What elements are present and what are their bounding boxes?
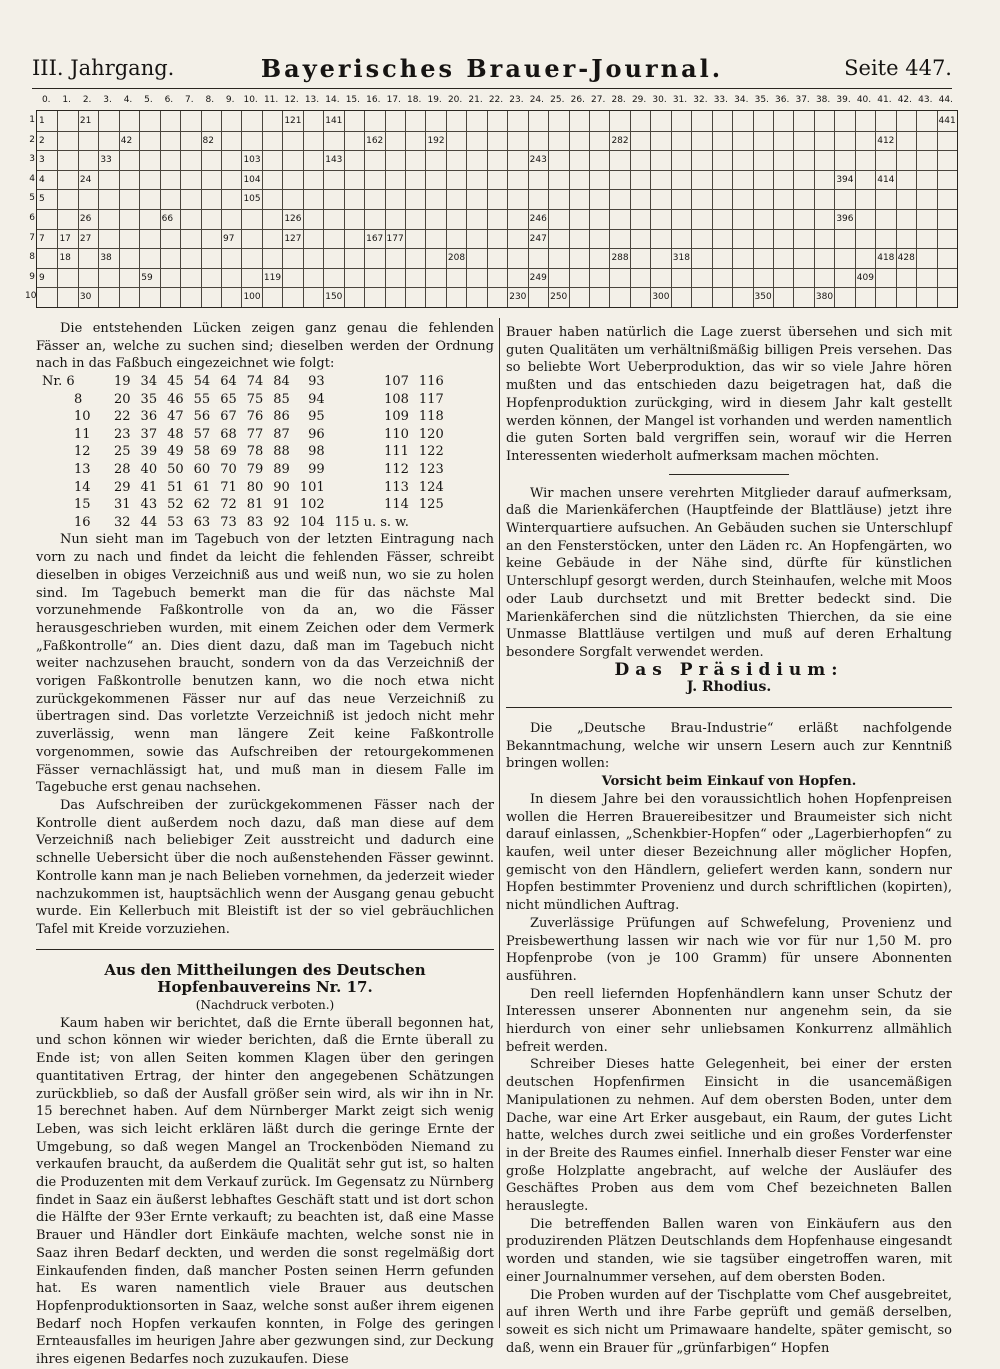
table-cell: 59 (141, 272, 153, 283)
table-cell: 409 (856, 272, 874, 283)
table-cell: 49 (167, 444, 184, 460)
table-cell: 282 (611, 135, 629, 146)
table-cell: 21 (79, 116, 92, 126)
table-row (42, 443, 444, 461)
table-cell: 13 (74, 462, 91, 478)
column-number: 44. (938, 95, 953, 105)
column-number: 26. (570, 95, 585, 105)
column-number: 32. (693, 95, 708, 105)
table-cell: 126 (284, 214, 302, 224)
table-cell: 11 (74, 426, 91, 442)
table-cell: 79 (246, 462, 264, 478)
column-number: 20. (447, 95, 463, 105)
grid-hline (37, 170, 957, 171)
table-cell: 350 (754, 292, 772, 303)
table-cell: 19 (114, 374, 131, 390)
table-cell: 2 (39, 135, 45, 146)
table-cell: 1 (39, 116, 45, 126)
table-cell: 113 (384, 479, 409, 495)
table-cell: 121 (284, 116, 302, 126)
table-cell: 80 (246, 479, 264, 495)
column-number: 31. (672, 95, 688, 105)
table-cell: 92 (273, 514, 290, 530)
table-cell: 42 (120, 135, 133, 146)
signature-title: Das Präsidium: (614, 659, 844, 680)
table-cell: 93 (308, 374, 325, 390)
column-number: 17. (386, 95, 401, 105)
table-cell: 83 (246, 514, 264, 530)
table-cell: 87 (273, 426, 290, 442)
paragraph: Brauer haben natürlich die Lage zuerst übersehen und sich mit guten Qualitäten um verhältnißmäßig billigen Preis versehen. Das so beliebte Wort Ueberproduktion, das wir so viele Jahre hören mußten und das entschieden dazu beigetragen hat, daß die Hopfenproduktion zurückging, wird in diesem Jahr kalt gestellt werden können, der Mangel ist vorhanden und werden namentlich die guten Sorten bald vergriffen sein, worauf wir die Herren Interessenten wiederholt aufmerksam machen möchten. (506, 325, 952, 464)
table-cell: 288 (611, 253, 629, 264)
table-cell: 396 (836, 214, 854, 224)
column-number: 15. (345, 95, 361, 105)
header-rule (32, 88, 952, 89)
table-cell: 117 (418, 391, 444, 407)
article-title: Aus den Mittheilungen des Deutschen Hopfenbauvereins Nr. 17. (104, 960, 426, 997)
table-cell: 418 (877, 253, 895, 264)
article-subtitle: (Nachdruck verboten.) (195, 998, 335, 1013)
page-number: Seite 447. (844, 56, 952, 80)
column-number: 29. (631, 95, 647, 105)
table-cell: 58 (193, 444, 211, 460)
table-cell: 65 (220, 391, 237, 407)
column-number: 38. (815, 95, 831, 105)
left-column (36, 320, 494, 1369)
table-cell: 114 (384, 497, 409, 513)
grid-hline (37, 268, 957, 269)
table-cell: 247 (529, 233, 547, 244)
table-cell: 17 (59, 233, 71, 244)
paragraph: Die betreffenden Ballen waren von Einkäufern aus den produzirenden Plätzen Deutschlands dem Hopfenhause eingesandt worden und standen, wie sie tagsüber eingetroffen waren, mit einer Journalnummer versehen, auf dem obersten Boden. (506, 1216, 952, 1285)
table-cell: 55 (193, 391, 211, 407)
table-cell: 43 (140, 497, 158, 513)
table-cell: 167 (366, 233, 384, 244)
table-cell: 85 (273, 391, 290, 407)
table-cell: 124 (418, 479, 444, 495)
table-cell: 35 (140, 391, 158, 407)
paragraph: Zuverlässige Prüfungen auf Schwefelung, Provenienz und Preisbewerthung lassen wir nach wie vor für nur 1,50 M. pro Hopfenprobe (von je 100 Gramm) für unsere Abonnenten ausführen. (506, 915, 952, 984)
table-cell: 63 (193, 514, 211, 530)
page-header (32, 52, 952, 88)
section-rule (506, 707, 952, 708)
paragraph: Die entstehenden Lücken zeigen ganz genau die fehlenden Fässer an, welche zu suchen sind; dieselben werden der Ordnung nach in das Faßbuch eingezeichnet wie folgt: (36, 321, 494, 372)
table-cell: 68 (220, 426, 237, 442)
table-cell: 52 (167, 497, 184, 513)
table-body (25, 110, 958, 308)
table-cell: 56 (193, 409, 211, 425)
table-row (42, 479, 444, 497)
column-number: 4. (123, 95, 133, 105)
table-cell: 123 (418, 462, 444, 478)
table-cell: 102 (299, 497, 325, 513)
table-cell: 95 (308, 409, 325, 425)
column-number: 33. (713, 95, 729, 105)
table-cell: 60 (193, 462, 211, 478)
table-cell: 112 (384, 462, 409, 478)
table-cell: 12 (74, 444, 91, 460)
table-cell: 54 (193, 374, 211, 390)
table-cell: 192 (427, 135, 445, 146)
table-cell: 20 (114, 391, 131, 407)
table-cell: 37 (140, 426, 158, 442)
column-number: 30. (652, 95, 667, 105)
table-cell: 10 (74, 409, 91, 425)
table-cell: 29 (114, 479, 131, 495)
table-cell: 45 (167, 374, 184, 390)
table-cell: 73 (220, 514, 237, 530)
table-cell: 74 (246, 374, 264, 390)
row-number: 10 (25, 291, 37, 302)
paragraph: In diesem Jahre bei den voraussichtlich hohen Hopfenpreisen wollen die Herren Brauereibesitzer und Braumeister sich nicht darauf einlassen, „Schenkbier-Hopfen“ oder „Lagerbierhopfen“ zu kaufen, weil unter dieser Bezeichnung aller möglicher Hopfen, gemischt von den Händlern, geliefert werden kann, sondern nur Hopfen bestimmter Provenienz und durch schriftlichen (kopirten), nicht mündlichen Auftrag. (506, 791, 952, 914)
right-column (506, 324, 952, 1357)
table-cell: 34 (140, 374, 158, 390)
table-cell: 101 (299, 479, 325, 495)
column-number: 27. (591, 95, 606, 105)
table-cell: 22 (114, 409, 131, 425)
section-rule (669, 474, 789, 475)
table-cell: 177 (386, 233, 404, 244)
table-cell: 99 (308, 462, 325, 478)
table-cell: 70 (220, 462, 237, 478)
row-number: 9 (29, 271, 35, 282)
grid-hline (37, 189, 957, 190)
grid-hline (37, 287, 957, 288)
signature-name: J. Rhodius. (686, 679, 772, 696)
table-cell: 32 (114, 514, 131, 530)
table-row (42, 373, 444, 391)
row-number: 2 (29, 134, 35, 145)
table-cell: 48 (167, 426, 184, 442)
table-cell: 100 (243, 292, 261, 303)
row-number: 6 (29, 213, 35, 223)
grid-hline (37, 229, 957, 230)
table-row (42, 461, 444, 479)
column-number: 28. (611, 95, 626, 105)
table-cell: 414 (877, 174, 895, 185)
table-cell: 150 (325, 292, 343, 303)
table-cell: 162 (366, 135, 384, 146)
table-row (42, 391, 444, 409)
column-number: 22. (488, 95, 504, 105)
table-cell: 67 (220, 409, 237, 425)
grid-hline (37, 248, 957, 249)
paragraph: Die „Deutsche Brau-Industrie“ erläßt nachfolgende Bekanntmachung, welche wir unsern Lesern auch zur Kenntniß bringen wollen: (506, 721, 952, 772)
table-cell: 5 (39, 194, 45, 205)
article-heading: Vorsicht beim Einkauf von Hopfen. (601, 774, 857, 790)
table-cell: 47 (167, 409, 184, 425)
table-cell: 94 (308, 391, 325, 407)
column-number: 13. (304, 95, 320, 105)
table-cell: 116 (418, 374, 444, 390)
table-column-header (36, 95, 958, 109)
table-cell: 250 (550, 292, 568, 303)
column-number: 10. (243, 95, 258, 105)
column-number: 36. (775, 95, 790, 105)
table-cell: 122 (418, 444, 444, 460)
table-cell: 230 (509, 292, 527, 303)
paragraph: Die Proben wurden auf der Tischplatte vom Chef ausgebreitet, auf ihren Werth und ihre Farbe geprüft und gemäß derselben, soweit es sich nicht um Primawaare handelte, später gemischt, so daß, wenn ein Brauer für „grünfarbigen“ Hopfen (506, 1287, 952, 1356)
grid-hline (37, 150, 957, 151)
table-cell: 243 (529, 155, 547, 166)
table-cell: 33 (100, 155, 112, 166)
table-cell: 69 (220, 444, 237, 460)
table-cell: 110 (384, 426, 409, 442)
table-cell: 27 (79, 233, 92, 244)
journal-title: Bayerisches Brauer-Journal. (260, 54, 724, 83)
column-number: 40. (856, 95, 872, 105)
column-number: 5. (144, 95, 153, 105)
column-number: 14. (325, 95, 340, 105)
table-cell: 118 (418, 409, 444, 425)
column-divider (499, 318, 500, 1328)
table-cell: 46 (167, 391, 184, 407)
table-cell: 108 (384, 391, 409, 407)
table-cell: 53 (167, 514, 184, 530)
column-number: 16. (366, 95, 381, 105)
grid-hline (37, 131, 957, 132)
table-cell (409, 514, 444, 532)
table-cell: 9 (39, 272, 45, 283)
table-cell: 44 (140, 514, 158, 530)
table-cell: 91 (273, 497, 290, 513)
column-number: 12. (284, 95, 299, 105)
table-cell: 441 (938, 116, 956, 126)
column-number: 23. (509, 95, 524, 105)
table-cell: 104 (299, 514, 325, 530)
paragraph: Wir machen unsere verehrten Mitglieder darauf aufmerksam, daß die Marienkäferchen (Hauptfeinde der Blattläuse) jetzt ihre Winterquartiere aufsuchen. An Gebäuden suchen sie Unterschlupf an den Fensterstöcken, unter den Läden rc. An Hopfengärten, wo keine Gebäude in der Nähe sind, dürfte für künstlichen Unterschlupf gesorgt werden, durch Steinhaufen, welche mit Moos oder Laub durchsetzt und mit Bretter bedeckt sind. Die Marienkäferchen sind die nützlichsten Thierchen, da sie eine Unmasse Blattläuse vertilgen und muß auf deren Erhaltung besondere Sorgfalt verwendet werden. (506, 485, 952, 660)
table-cell: 71 (220, 479, 237, 495)
column-number: 0. (41, 95, 51, 105)
table-cell: 76 (246, 409, 264, 425)
table-cell: 246 (529, 214, 547, 224)
row-number: 4 (29, 173, 35, 184)
table-cell: 300 (652, 292, 670, 303)
column-number: 9. (225, 95, 235, 105)
column-number: 34. (734, 95, 749, 105)
column-number: 3. (103, 95, 112, 105)
table-cell: 115 u. s. w. (334, 514, 409, 530)
row-number: 8 (29, 252, 35, 263)
table-cell: 14 (74, 479, 91, 495)
column-number: 41. (877, 95, 892, 105)
table-cell: 104 (243, 174, 261, 185)
column-number: 35. (754, 95, 769, 105)
table-cell: 125 (418, 497, 444, 513)
column-number: 1. (62, 95, 71, 105)
table-row (42, 426, 444, 444)
table-cell: 40 (140, 462, 158, 478)
table-cell: 111 (384, 444, 409, 460)
table-cell: 30 (79, 292, 92, 303)
table-row (42, 496, 444, 514)
table-cell: 24 (79, 174, 92, 185)
table-cell: 84 (273, 374, 290, 390)
table-cell: 81 (246, 497, 264, 513)
table-cell: 208 (447, 253, 466, 264)
table-cell: 61 (193, 479, 211, 495)
column-number: 11. (263, 95, 279, 105)
table-cell: 412 (877, 135, 895, 146)
row-number: 7 (29, 232, 35, 243)
table-cell: 141 (325, 116, 343, 126)
table-cell: 31 (114, 497, 131, 513)
column-number: 2. (82, 95, 92, 105)
section-rule (36, 949, 494, 950)
row-number: 3 (29, 154, 35, 165)
table-cell: 103 (243, 155, 261, 166)
paragraph: Kaum haben wir berichtet, daß die Ernte überall begonnen hat, und schon können wir wieder berichten, daß die Ernte überall zu Ende ist; von allen Seiten kommen Klagen über den geringen quantitativen Ertrag, der hinter den angegebenen Schätzungen zurückblieb, so daß der Ausfall größer sein wird, als wir ihn in Nr. 15 berechnet haben. Auf dem Nürnberger Markt zeigt sich wenig Leben, was sich leicht erklären läßt durch die geringe Ernte der Umgebung, so daß wegen Mangel an Trockenböden Niemand zu verkaufen braucht, da außerdem die Qualität sehr gut ist, so halten die Produzenten mit dem Verkauf zurück. Im Gegensatz zu Nürnberg findet in Saaz ein äußerst lebhaftes Geschäft statt und ist dort schon die Hälfte der 93er Ernte verkauft; zu beachten ist, daß eine Masse Brauer und Händler dort Einkäufe machten, welche sonst nie in Saaz ihren Bedarf deckten, und werden die sonst regelmäßig dort Einkaufenden finden, daß mancher Posten seinen Herrn gefunden hat. Es waren namentlich viele Brauer aus deutschen Hopfenproduktionsorten in Saaz, welche sonst außer ihrem eigenen Bedarf noch Hopfen verkaufen konnten, in Folge des geringen Ernteausfalles im heurigen Jahre aber gezwungen sind, zur Deckung ihres eigenen Bedarfes noch zuzukaufen. Diese (36, 1015, 494, 1368)
paragraph: Den reell liefernden Hopfenhändlern kann unser Schutz der Interessen unserer Abonnenten nur angenehm sein, da sie hierdurch von einer sehr unliebsamen Konkurrenz allmählich befreit werden. (506, 986, 952, 1055)
column-number: 18. (407, 95, 422, 105)
table-cell: 249 (529, 272, 547, 283)
table-cell: 77 (246, 426, 264, 442)
table-cell: 318 (672, 253, 690, 264)
paragraph: Schreiber Dieses hatte Gelegenheit, bei einer der ersten deutschen Hopfenfirmen Einsicht in die usancemäßigen Manipulationen zu nehmen. Auf dem obersten Boden, unter dem Dache, war eine Art Erker ausgebaut, ein Raum, der gutes Licht hatte, welches durch zwei seitliche und ein großes Vorderfenster in der Breite des Raumes einfiel. Innerhalb dieser Fenster war eine große Holzplatte angebracht, auf welche der Ausläufer des Geschäftes Proben aus dem vom Chef bezeichneten Ballen herauslegte. (506, 1057, 952, 1215)
table-cell: 90 (273, 479, 290, 495)
table-cell: 66 (161, 214, 174, 224)
row-number: 1 (29, 115, 35, 125)
table-cell: 89 (273, 462, 290, 478)
table-cell: 39 (140, 444, 158, 460)
volume-label: III. Jahrgang. (32, 56, 175, 80)
table-cell: 119 (263, 272, 282, 283)
table-cell: 72 (220, 497, 237, 513)
table-cell: 97 (223, 233, 235, 244)
table-cell: 75 (246, 391, 264, 407)
column-number: 24. (529, 95, 545, 105)
table-cell: 4 (39, 174, 45, 185)
table-cell: 380 (815, 292, 834, 303)
table-cell: 62 (193, 497, 211, 513)
table-cell: 18 (59, 253, 71, 264)
table-cell: 23 (114, 426, 131, 442)
table-cell: 96 (308, 426, 325, 442)
table-cell: 78 (246, 444, 264, 460)
table-cell: 41 (140, 479, 158, 495)
table-cell: 143 (325, 155, 343, 166)
column-number: 7. (185, 95, 194, 105)
table-cell: 8 (74, 391, 83, 407)
table-cell: 394 (836, 174, 854, 185)
column-number: 42. (897, 95, 913, 105)
table-cell: 51 (167, 479, 184, 495)
table-cell: 3 (39, 155, 45, 166)
table-cell: 36 (140, 409, 158, 425)
column-number: 25. (550, 95, 565, 105)
table-cell: 28 (114, 462, 131, 478)
table-cell: 98 (308, 444, 325, 460)
table-cell: 16 (74, 514, 91, 530)
table-cell: Nr. 6 (42, 374, 75, 390)
table-cell: 57 (193, 426, 211, 442)
table-cell: 127 (284, 233, 302, 244)
table-cell: 428 (897, 253, 915, 264)
table-cell: 107 (384, 374, 409, 390)
column-number: 37. (795, 95, 810, 105)
column-number: 19. (427, 95, 442, 105)
paragraph: Das Aufschreiben der zurückgekommenen Fässer nach der Kontrolle dient außerdem noch dazu, daß man diese auf dem Verzeichniß nach beliebiger Zeit ausstreicht und dadurch eine schnelle Uebersicht über die noch außenstehenden Fässer gewinnt. Kontrolle kann man je nach Belieben vornehmen, da jederzeit wieder nachzukommen ist, hauptsächlich wenn der Ausgang genau gebucht wurde. Ein Kellerbuch mit Bleistift ist der so viel gebräuchlichen Tafel mit Kreide vorzuziehen. (36, 798, 494, 937)
table-cell: 64 (220, 374, 237, 390)
paragraph: Nun sieht man im Tagebuch von der letzten Eintragung nach vorn zu nach und findet da leicht die fehlenden Fässer, schreibt dieselben in obiges Verzeichniß aus und weiß nun, wo sie zu holen sind. Im Tagebuch bemerkt man die für das nächste Mal vorzunehmende Faßkontrolle von da an, wo die Fässer herausgeschrieben wurden, mit einem Zeichen oder dem Vermerk „Faßkontrolle“ an. Dies dient dazu, daß man im Tagebuch nicht weiter nachzusehen braucht, sondern von da das Verzeichniß der vorigen Faßkontrolle benutzen kann, wo die noch etwa nicht zurückgekommenen Fässer nur auf das neue Verzeichniß zu übertragen sind. Das vorletzte Verzeichniß ist jedoch nicht mehr zuverlässig, wenn man längere Zeit keine Faßkontrolle vorgenommen, sowie das Aufschreiben der retourgekommenen Fässer vernachlässigt hat, und muß man in diesem Falle im Tagebuche erst genau nachsehen. (36, 532, 494, 796)
table-cell: 38 (100, 253, 112, 264)
table-row (42, 514, 444, 532)
table-cell: 109 (384, 409, 409, 425)
column-number: 6. (164, 95, 174, 105)
table-cell: 26 (79, 214, 92, 224)
column-number: 21. (468, 95, 483, 105)
table-cell: 86 (273, 409, 290, 425)
table-cell: 15 (74, 497, 91, 513)
cask-list-table (42, 373, 444, 531)
table-row (42, 408, 444, 426)
column-number: 39. (836, 95, 851, 105)
column-number: 8. (205, 95, 215, 105)
table-cell: 7 (39, 233, 45, 244)
table-cell: 88 (273, 444, 290, 460)
table-cell: 50 (167, 462, 184, 478)
row-number: 5 (29, 193, 35, 204)
table-cell: 120 (418, 426, 444, 442)
table-cell: 82 (202, 135, 214, 146)
column-number: 43. (918, 95, 933, 105)
grid-hline (37, 209, 957, 210)
table-cell: 25 (114, 444, 131, 460)
table-cell: 105 (243, 194, 261, 205)
